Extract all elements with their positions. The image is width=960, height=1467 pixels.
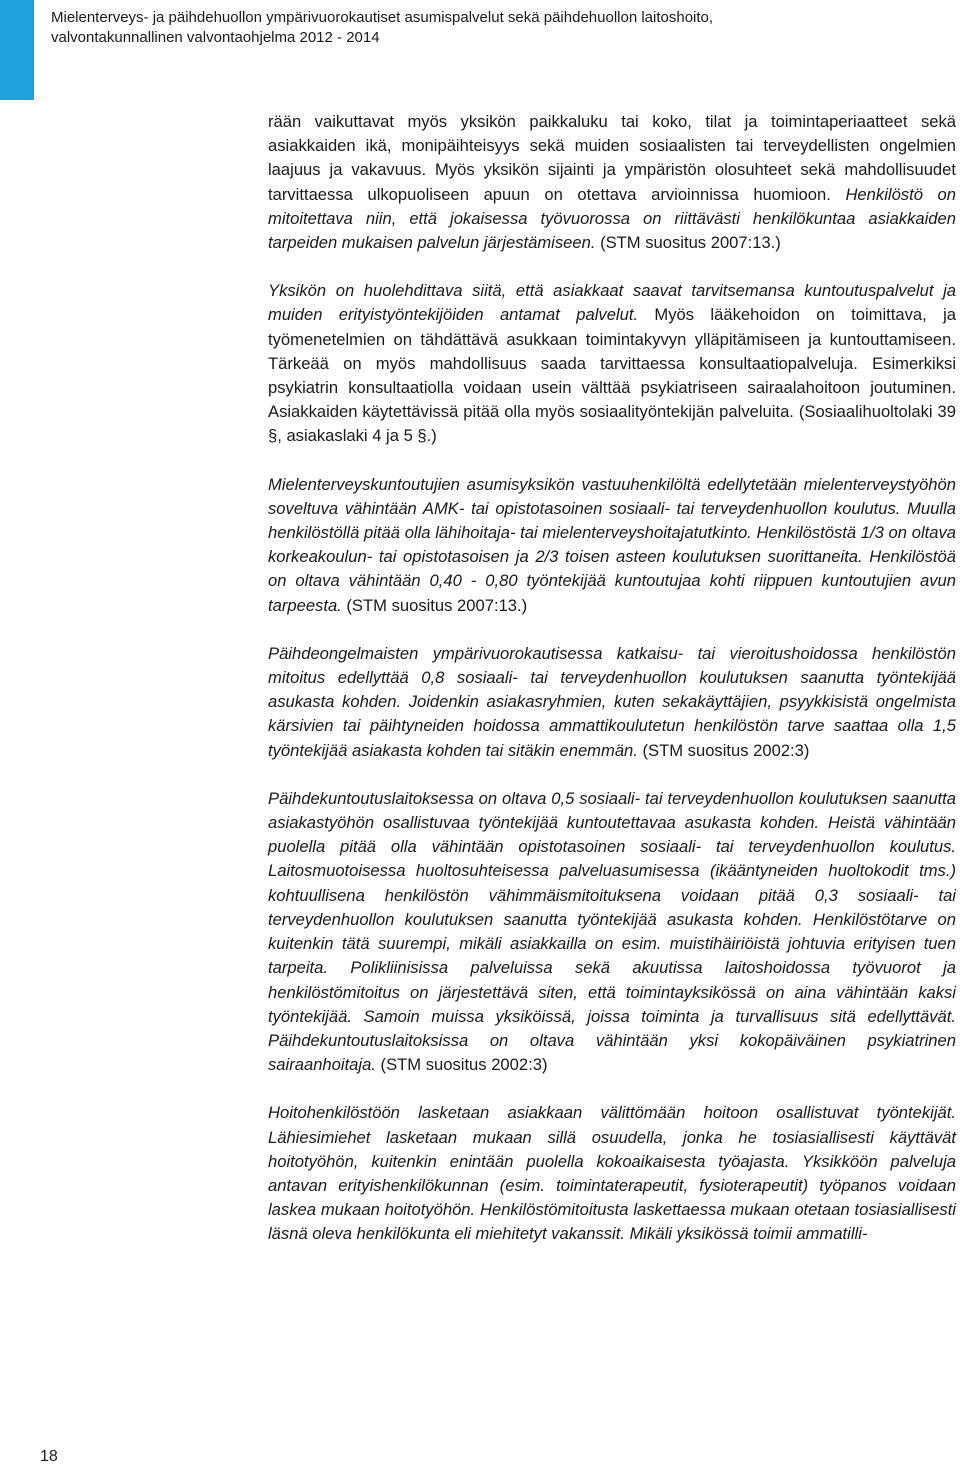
paragraph-1 [268, 110, 956, 255]
paragraph-2 [268, 279, 956, 448]
header-title [51, 8, 713, 48]
header-title-line-2: valvontakunnallinen valvontaohjelma 2012 - 2014 [51, 29, 380, 46]
paragraph-1-citation: (STM suositus 2007:13.) [595, 233, 781, 253]
page-header [0, 0, 960, 100]
paragraph-1-text: rään vaikuttavat myös yksikön paikkaluku tai koko, tilat ja toimintaperiaatteet sekä asiakkaiden ikä, monipäihteisyys sekä muiden sosiaalisten tai terveydellisten ongelmien laajuus ja vakavuus. Myös yksikön sijainti ja ympäristön olosuhteet sekä mahdollisuudet tarvittaessa ulkopuoliseen apuun on otettava arvioinnissa huomioon. [268, 112, 956, 204]
paragraph-6 [268, 1101, 956, 1246]
paragraph-5 [268, 787, 956, 1077]
page-number: 18 [40, 1448, 58, 1465]
paragraph-2-italic: Yksikön on huolehdittava siitä, että asiakkaat saavat tarvitsemansa kuntoutuspalvelut ja muiden erityistyöntekijöiden antamat palvelut. [268, 281, 956, 325]
paragraph-3-italic: Mielenterveyskuntoutujien asumisyksikön vastuuhenkilöltä edellytetään mielenterveystyöhön soveltuva vähintään AMK- tai opistotasoinen sosiaali- tai terveydenhuollon koulutus. Muulla henkilöstöllä pitää olla lähihoitaja- tai mielenterveyshoitajatutkinto. Henkilöstöstä 1/3 on oltava korkeakoulun- tai opistotasoisen ja 2/3 toisen asteen koulutuksen suorittaneita. Henkilöstöä on oltava vähintään 0,40 - 0,80 työntekijää kuntoutujaa kohti riippuen kuntoutujien avun tarpeesta. [268, 474, 956, 615]
paragraph-5-citation: (STM suositus 2002:3) [375, 1055, 548, 1075]
paragraph-4-citation: (STM suositus 2002:3) [637, 740, 810, 760]
body-text [268, 110, 956, 1271]
paragraph-3-citation: (STM suositus 2007:13.) [341, 595, 528, 615]
paragraph-5-italic: Päihdekuntoutuslaitoksessa on oltava 0,5 sosiaali- tai terveydenhuollon koulutuksen saanutta asiakastyöhön osallistuvaa työntekijää kuntoutettavaa asukasta kohden. Heistä vähintään puolella pitää olla vähintään opistotasoinen sosiaali- tai terveydenhuollon koulutus. Laitosmuotoisessa huoltosuhteisessa palveluasumisessa (ikääntyneiden huoltokodit tms.) kohtuullisena henkilöstön vähimmäismitoituksena voidaan pitää 0,3 sosiaali- tai terveydenhuollon koulutuksen saanutta työntekijää asukasta kohden. Henkilöstötarve on kuitenkin tätä suurempi, mikäli asiakkailla on esim. muistihäiriöistä johtuvia erityisen tuen tarpeita. Polikliinisissa palveluissa sekä akuutissa laitoshoidossa työvuorot ja henkilöstömitoitus on järjestettävä siten, että toimintayksikössä on aina vähintään kaksi työntekijää. Samoin muissa yksiköissä, joissa toiminta ja turvallisuus sitä edellyttävät. Päihdekuntoutuslaitoksissa on oltava vähintään yksi kokopäiväinen psykiatrinen sairaanhoitaja. [268, 788, 956, 1075]
paragraph-1-italic: Henkilöstö on mitoitettava niin, että jokaisessa työvuorossa on riittävästi henkilökuntaa asiakkaiden tarpeiden mukaisen palvelun järjestämiseen. [268, 184, 957, 253]
paragraph-4 [268, 642, 956, 763]
header-accent-block [0, 0, 34, 100]
paragraph-6-italic: Hoitohenkilöstöön lasketaan asiakkaan välittömään hoitoon osallistuvat työntekijät. Lähiesimiehet lasketaan mukaan sillä osuudella, jonka he tosiasiallisesti käyttävät hoitotyöhön, kuitenkin enintään puolella kokoaikaisesta työajasta. Yksikköön palveluja antavan erityishenkilökunnan (esim. toimintaterapeutit, fysioterapeutit) työpanos voidaan laskea mukaan hoitotyöhön. Henkilöstömitoitusta laskettaessa mukaan otetaan tosiasiallisesti läsnä oleva henkilökunta eli miehitetyt vakanssit. Mikäli yksikössä toimii ammatilli- [268, 1103, 956, 1244]
header-title-line-1: Mielenterveys- ja päihdehuollon ympärivuorokautiset asumispalvelut sekä päihdehuollon laitoshoito, [51, 9, 714, 26]
paragraph-3 [268, 473, 956, 618]
paragraph-4-italic: Päihdeongelmaisten ympärivuorokautisessa katkaisu- tai vieroitushoidossa henkilöstön mitoitus edellyttää 0,8 sosiaali- tai terveydenhuollon koulutuksen saanutta työntekijää asukasta kohden. Joidenkin asiakasryhmien, kuten sekakäyttäjien, psyykkisistä ongelmista kärsivien tai päihtyneiden hoidossa ammattikoulutetun henkilöstön tarve saattaa olla 1,5 työntekijää asiakasta kohden tai sitäkin enemmän. [268, 643, 956, 760]
paragraph-2-text: Myös lääkehoidon on toimittava, ja työmenetelmien on tähdättävä asukkaan toimintakyvyn ylläpitämiseen ja kuntouttamiseen. Tärkeää on myös mahdollisuus saada tarvittaessa konsultaatiopalveluja. Esimerkiksi psykiatrin konsultaatiolla voidaan usein välttää psykiatriseen sairaalahoitoon joutuminen. Asiakkaiden käytettävissä pitää olla myös sosiaalityöntekijän palveluita. (Sosiaalihuoltolaki 39 §, asiakaslaki 4 ja 5 §.) [268, 305, 956, 446]
